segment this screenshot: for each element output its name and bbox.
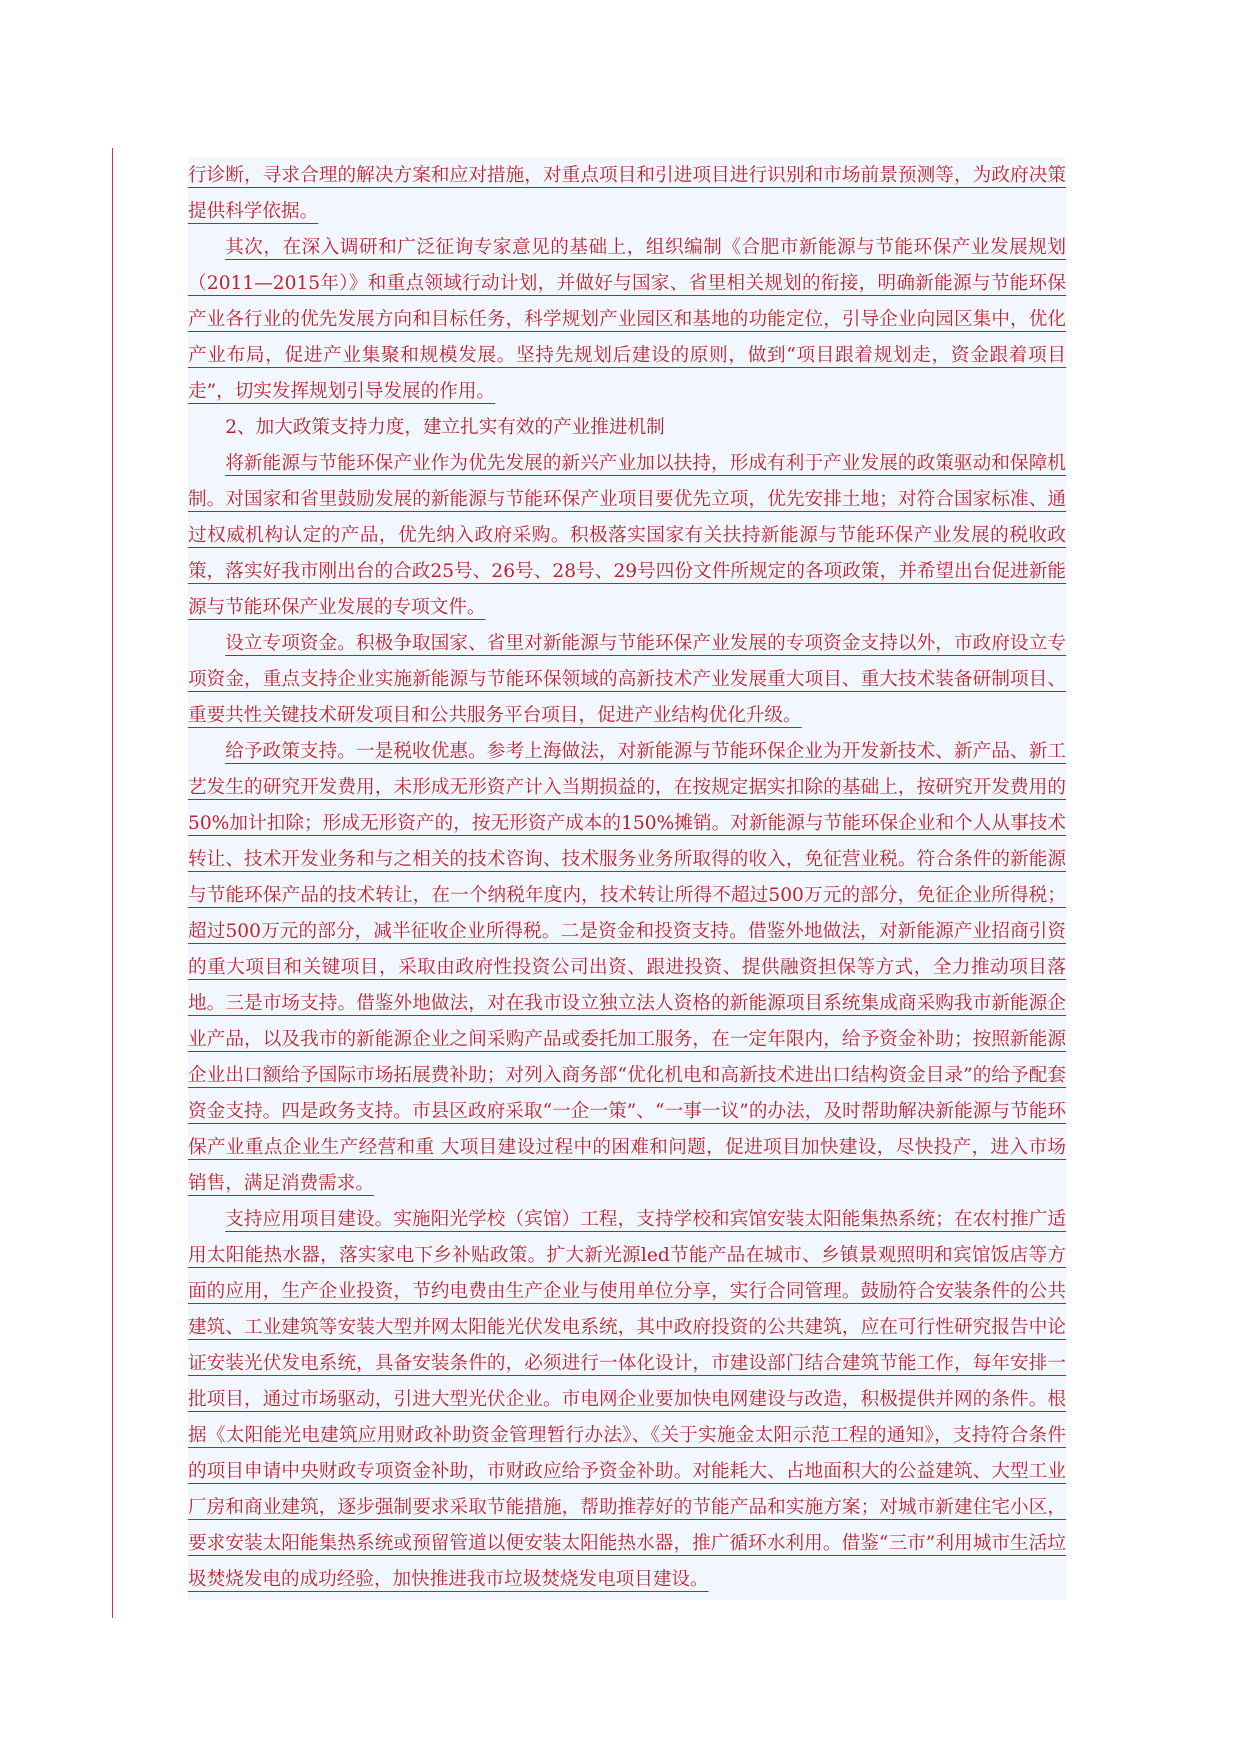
paragraph-application-projects: 支持应用项目建设。实施阳光学校（宾馆）工程，支持学校和宾馆安装太阳能集热系统；在农村推广适用太阳能热水器，落实家电下乡补贴政策。扩大新光源led节能产品在城市、乡镇景观照明和宾馆饭店等方面的应用，生产企业投资，节约电费由生产企业与使用单位分享，实行合同管理。鼓励符合安装条件的公共建筑、工业建筑等安装大型并网太阳能光伏发电系统，其中政府投资的公共建筑，应在可行性研究报告中论证安装光伏发电系统，具备安装条件的，必须进行一体化设计，市建设部门结合建筑节能工作，每年安排一批项目，通过市场驱动，引进大型光伏企业。市电网企业要加快电网建设与改造，积极提供并网的条件。根据《太阳能光电建筑应用财政补助资金管理暂行办法》、《关于实施金太阳示范工程的通知》，支持符合条件的项目申请中央财政专项资金补助，市财政应给予资金补助。对能耗大、占地面积大的公益建筑、大型工业厂房和商业建筑，逐步强制要求采取节能措施，帮助推荐好的节能产品和实施方案；对城市新建住宅小区，要求安装太阳能集热系统或预留管道以便安装太阳能热水器，推广循环水利用。借鉴“三市”利用城市生活垃圾焚烧发电的成功经验，加快推进我市垃圾焚烧发电项目建设。 [188, 1209, 1066, 1590]
paragraph-planning: 其次，在深入调研和广泛征询专家意见的基础上，组织编制《合肥市新能源与节能环保产业发展规划（2011—2015年）》和重点领域行动计划，并做好与国家、省里相关规划的衔接，明确新能源与节能环保产业各行业的优先发展方向和目标任务，科学规划产业园区和基地的功能定位，引导企业向园区集中，优化产业布局，促进产业集聚和规模发展。坚持先规划后建设的原则，做到“项目跟着规划走，资金跟着项目走”，切实发挥规划引导发展的作用。 [188, 237, 1066, 402]
paragraph-special-funds: 设立专项资金。积极争取国家、省里对新能源与节能环保产业发展的专项资金支持以外，市政府设立专项资金，重点支持企业实施新能源与节能环保领域的高新技术产业发展重大项目、重大技术装备研制项目、重要共性关键技术研发项目和公共服务平台项目，促进产业结构优化升级。 [188, 633, 1066, 726]
section-heading-policy: 2、加大政策支持力度，建立扎实有效的产业推进机制 [225, 417, 665, 438]
paragraph-policy-incentives: 给予政策支持。一是税收优惠。参考上海做法，对新能源与节能环保企业为开发新技术、新产品、新工艺发生的研究开发费用，未形成无形资产计入当期损益的，在按规定据实扣除的基础上，按研究开发费用的50%加计扣除；形成无形资产的，按无形资产成本的150%摊销。对新能源与节能环保企业和个人从事技术转让、技术开发业务和与之相关的技术咨询、技术服务业务所取得的收入，免征营业税。符合条件的新能源与节能环保产品的技术转让，在一个纳税年度内，技术转让所得不超过500万元的部分，免征企业所得税；超过500万元的部分，减半征收企业所得税。二是资金和投资支持。借鉴外地做法，对新能源产业招商引资的重大项目和关键项目，采取由政府性投资公司出资、跟进投资、提供融资担保等方式，全力推动项目落地。三是市场支持。借鉴外地做法，对在我市设立独立法人资格的新能源项目系统集成商采购我市新能源企业产品，以及我市的新能源企业之间采购产品或委托加工服务，在一定年限内，给予资金补助；按照新能源企业出口额给予国际市场拓展费补助；对列入商务部“优化机电和高新技术进出口结构资金目录”的给予配套资金支持。四是政务支持。市县区政府采取“一企一策”、“一事一议”的办法，及时帮助解决新能源与节能环保产业重点企业生产经营和重 大项目建设过程中的困难和问题，促进项目加快建设，尽快投产，进入市场销售，满足消费需求。 [188, 741, 1066, 1194]
document-body [188, 158, 1066, 1600]
revision-change-bar [112, 148, 113, 1618]
paragraph-continuation: 行诊断，寻求合理的解决方案和应对措施，对重点项目和引进项目进行识别和市场前景预测等，为政府决策提供科学依据。 [188, 165, 1066, 222]
paragraph-policy-support: 将新能源与节能环保产业作为优先发展的新兴产业加以扶持，形成有利于产业发展的政策驱动和保障机制。对国家和省里鼓励发展的新能源与节能环保产业项目要优先立项，优先安排土地；对符合国家标准、通过权威机构认定的产品，优先纳入政府采购。积极落实国家有关扶持新能源与节能环保产业发展的税收政策，落实好我市刚出台的合政25号、26号、28号、29号四份文件所规定的各项政策，并希望出台促进新能源与节能环保产业发展的专项文件。 [188, 453, 1066, 618]
